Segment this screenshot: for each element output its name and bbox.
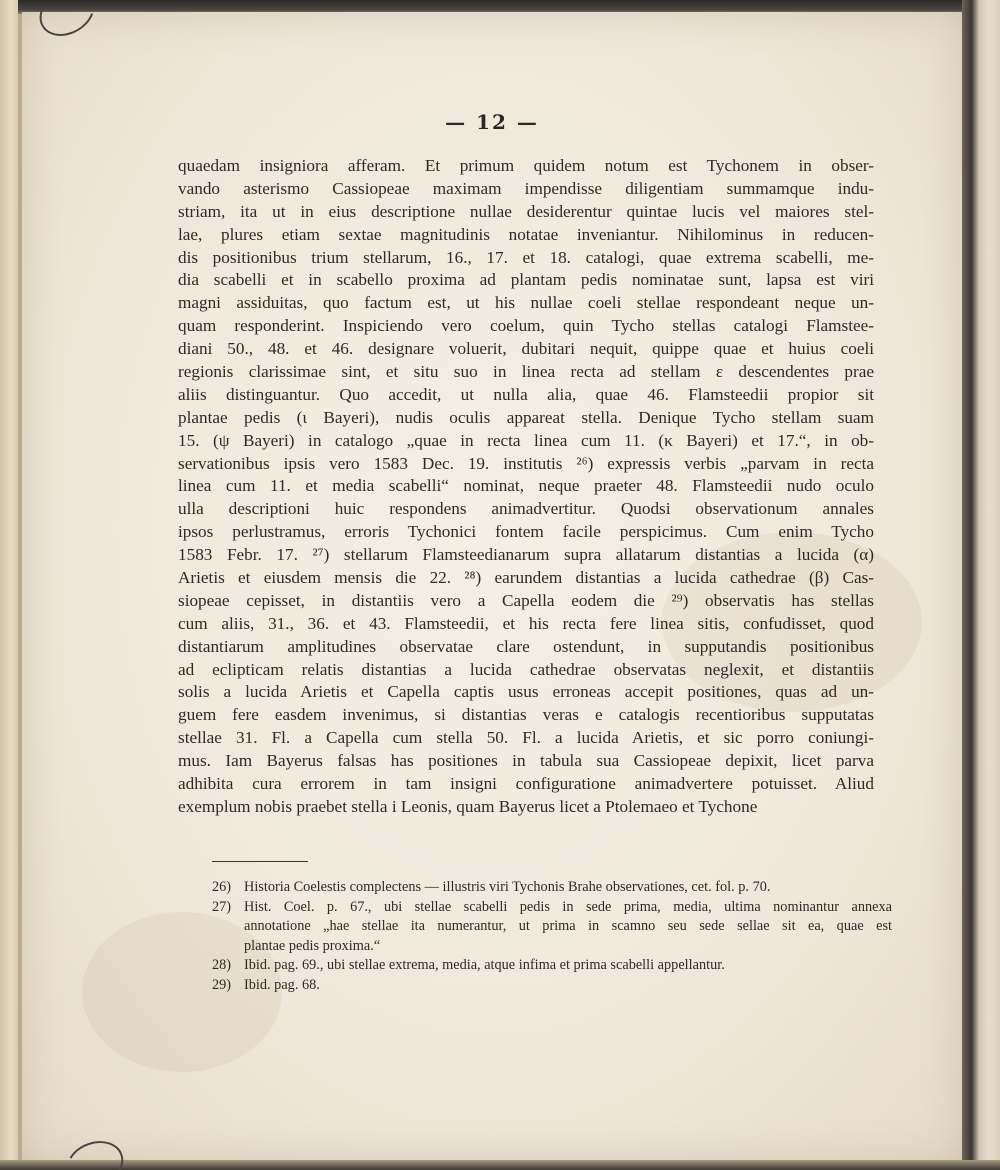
footnote	[212, 898, 892, 957]
footnote-text: Ibid. pag. 69., ubi stellae extrema, media, atque infima et prima scabelli appellantur.	[244, 957, 725, 973]
text-line: ad eclipticam relatis distantias a lucida cathedrae observatas neglexit, et distantiis	[178, 659, 874, 679]
text-line: solis a lucida Arietis et Capella captis usus erroneas accepit positiones, quas ad un-	[178, 682, 874, 702]
text-line: dia scabelli et in scabello proxima ad plantam pedis nominatae sunt, lapsa est viri	[178, 270, 874, 290]
text-line: plantae pedis (ι Bayeri), nudis oculis appareat stella. Denique Tycho stellam suam	[178, 407, 874, 427]
footnote-text: Historia Coelestis complectens — illustris viri Tychonis Brahe observationes, cet. fol. p. 70.	[244, 879, 771, 895]
footnote-text: annotatione „hae stellae ita numerantur, ut prima in scamno seu sede sellae sit ea, quae est	[244, 918, 892, 934]
text-line: diani 50., 48. et 46. designare voluerit, dubitari nequit, quippe quae et huius coeli	[178, 339, 874, 359]
text-line: adhibita cura errorem in tam insigni configuratione animadvertere potuisset. Aliud	[178, 774, 874, 794]
text-line: 15. (ψ Bayeri) in catalogo „quae in recta linea cum 11. (κ Bayeri) et 17.“, in ob-	[178, 430, 874, 450]
text-line: guem fere easdem invenimus, si distantias veras e catalogis recentioribus supputatas	[178, 705, 874, 725]
footnotes-list	[212, 878, 892, 995]
footnote-rule	[212, 861, 308, 862]
page-number: — 12 —	[445, 110, 539, 134]
text-line: regionis clarissimae sint, et situ suo in linea recta ad stellam ε descendentes prae	[178, 362, 874, 382]
footnote-text: Ibid. pag. 68.	[244, 976, 320, 993]
footnote-number: 27)	[212, 898, 232, 915]
binding-bottom-edge	[0, 1160, 1000, 1170]
text-line: stellae 31. Fl. a Capella cum stella 50. Fl. a lucida Arietis, et sic porro coniungi-	[178, 728, 874, 748]
page-gutter	[962, 0, 1000, 1170]
text-line: quaedam insigniora afferam. Et primum quidem notum est Tychonem in obser-	[178, 156, 874, 175]
text-line: servationibus ipsis vero 1583 Dec. 19. institutis ²⁶) expressis verbis „parvam in recta	[178, 453, 874, 473]
body-text	[178, 155, 874, 819]
footnote	[212, 976, 892, 996]
text-line: 1583 Febr. 17. ²⁷) stellarum Flamsteedianarum supra allatarum distantias a lucida (α)	[178, 545, 874, 565]
text-line: lae, plures etiam sextae magnitudinis notatae inveniantur. Nihilominus in reducen-	[178, 224, 874, 244]
book-left-edge	[0, 0, 18, 1170]
text-line: ulla descriptioni huic respondens animadvertitur. Quodsi observationum annales	[178, 499, 874, 519]
text-line: siopeae cepisset, in distantiis vero a Capella eodem die ²⁹) observatis has stellas	[178, 590, 874, 610]
footnote	[212, 878, 892, 898]
text-line: dis positionibus trium stellarum, 16., 17. et 18. catalogi, quae extrema scabelli, me-	[178, 247, 874, 267]
text-line: cum aliis, 31., 36. et 43. Flamsteedii, et his recta fere linea sitis, confudisset, quod	[178, 613, 874, 633]
text-line: vando asterismo Cassiopeae maximam impendisse diligentiam summamque indu-	[178, 178, 874, 198]
book-page	[22, 12, 962, 1162]
footnote-number: 28)	[212, 957, 232, 973]
text-line: mus. Iam Bayerus falsas has positiones in tabula sua Cassiopeae depixit, licet parva	[178, 751, 874, 771]
text-line: striam, ita ut in eius descriptione nullae desiderentur quintae lucis vel maiores stel-	[178, 201, 874, 221]
text-line: exemplum nobis praebet stella i Leonis, quam Bayerus licet a Ptolemaeo et Tychone	[178, 796, 758, 816]
text-line: Arietis et eiusdem mensis die 22. ²⁸) earundem distantias a lucida cathedrae (β) Cas-	[178, 568, 874, 588]
footnote	[212, 956, 892, 976]
footnote-number: 29)	[212, 976, 232, 993]
text-line: quam responderint. Inspiciendo vero coelum, quin Tycho stellas catalogi Flamstee-	[178, 316, 874, 336]
text-line: linea cum 11. et media scabelli“ nominat, neque praeter 48. Flamsteedii nudo oculo	[178, 476, 874, 496]
footnote-text: plantae pedis proxima.“	[244, 937, 381, 954]
text-line: distantiarum amplitudines observatae clare ostendunt, in supputandis positionibus	[178, 636, 874, 656]
footnote-number: 26)	[212, 879, 232, 895]
text-line: ipsos perlustramus, erroris Tychonici fontem facile perspicimus. Cum enim Tycho	[178, 522, 874, 542]
text-line: magni assiduitas, quo factum est, ut his nullae coeli stellae respondeant neque un-	[178, 293, 874, 313]
footnote-text: Hist. Coel. p. 67., ubi stellae scabelli pedis in sede prima, media, ultima nominantur annexa	[244, 898, 892, 915]
text-line: aliis distinguantur. Quo accedit, ut nulla alia, quae 46. Flamsteedii propior sit	[178, 384, 874, 404]
